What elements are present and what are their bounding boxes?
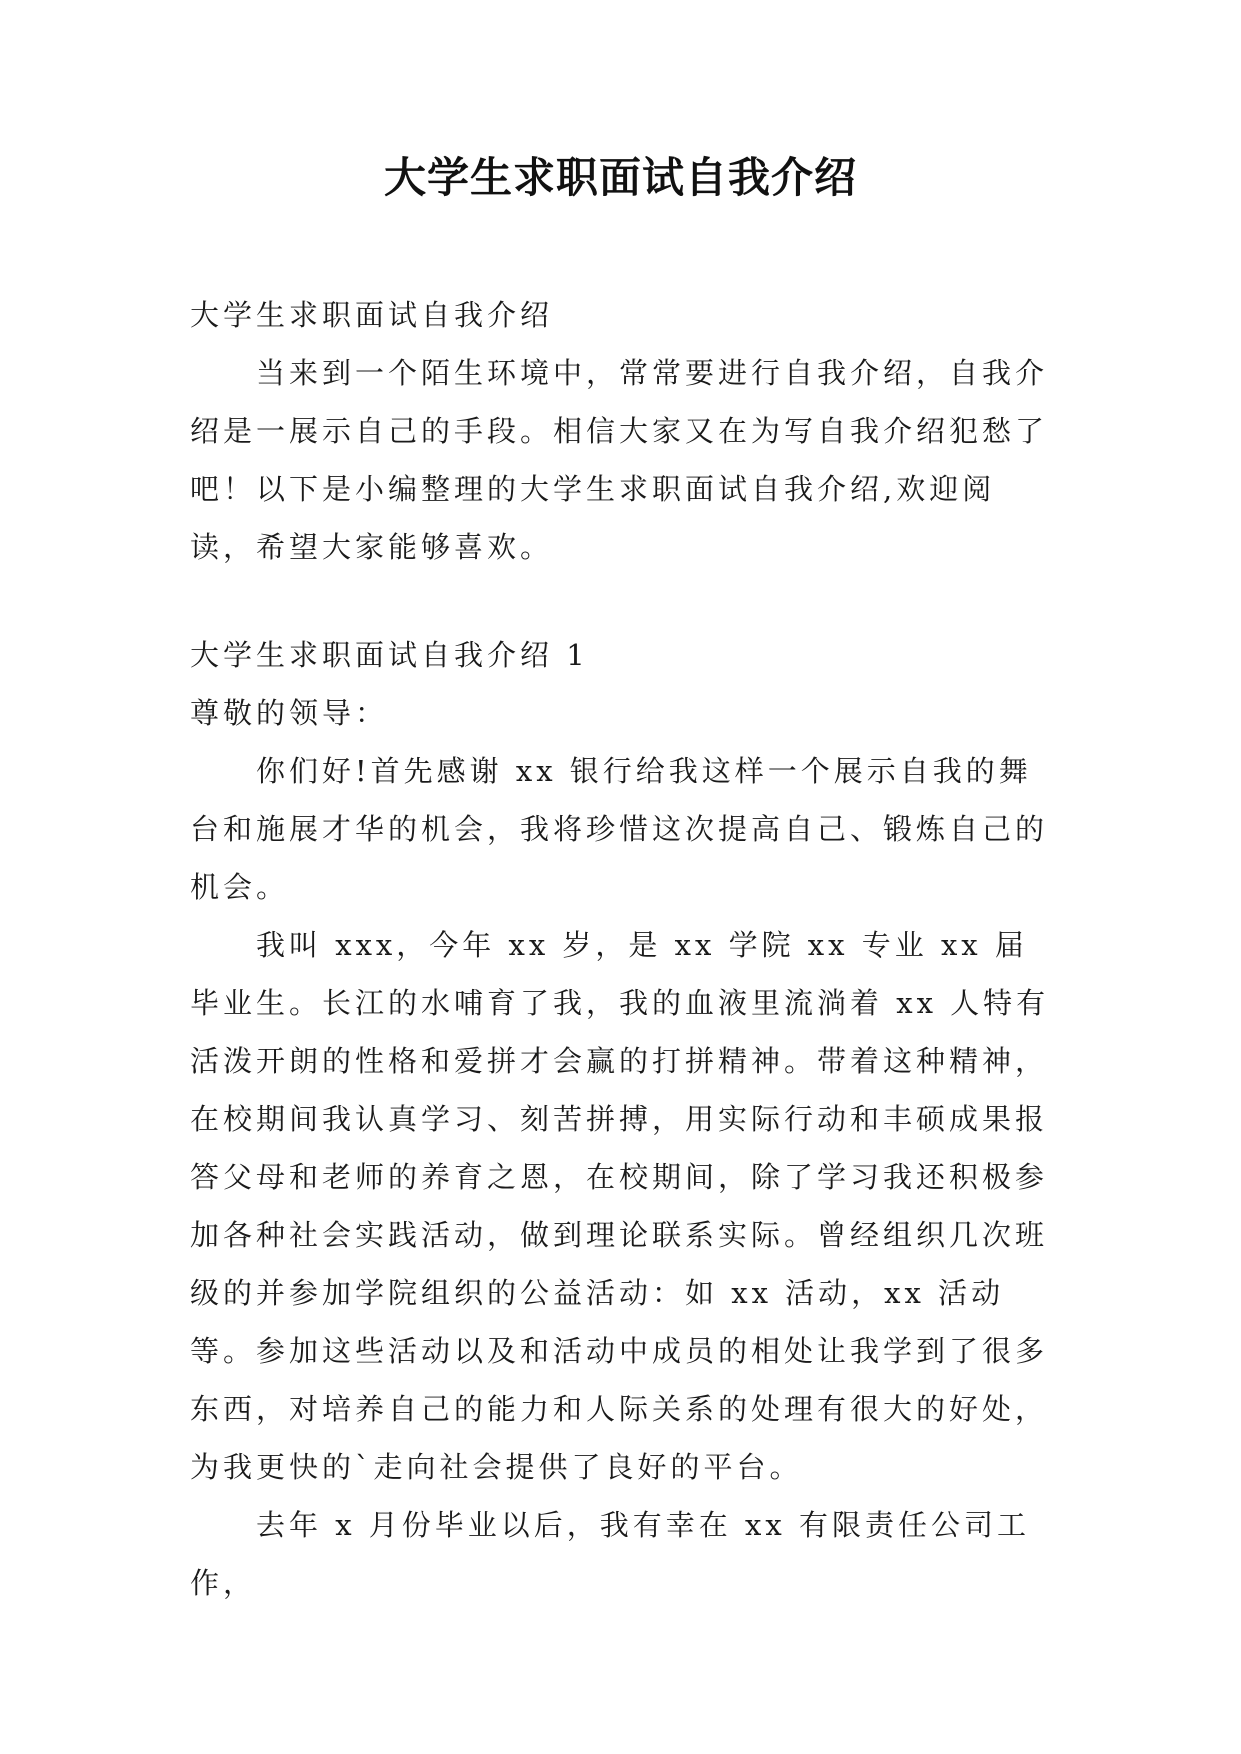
body-paragraph: 我叫 xxx，今年 xx 岁，是 xx 学院 xx 专业 xx 届毕业生。长江的水哺育了我，我的血液里流淌着 xx 人特有活泼开朗的性格和爱拼才会赢的打拼精神。带着这种精神，在校期间我认真学习、刻苦拼搏，用实际行动和丰硕成果报答父母和老师的养育之恩，在校期间，除了学习我还积极参加各种社会实践活动，做到理论联系实际。曾经组织几次班级的并参加学院组织的公益活动：如 xx 活动，xx 活动等。参加这些活动以及和活动中成员的相处让我学到了很多东西，对培养自己的能力和人际关系的处理有很大的好处，为我更快的`走向社会提供了良好的平台。	[190, 928, 1050, 1484]
section-heading: 大学生求职面试自我介绍 1	[190, 638, 589, 672]
salutation: 尊敬的领导：	[190, 696, 389, 730]
document-subtitle: 大学生求职面试自我介绍	[190, 298, 554, 332]
document-body	[190, 286, 1050, 1612]
section-spacer	[190, 576, 1050, 626]
body-paragraph: 你们好!首先感谢 xx 银行给我这样一个展示自我的舞台和施展才华的机会，我将珍惜这次提高自己、锻炼自己的机会。	[190, 754, 1049, 904]
body-paragraph: 去年 x 月份毕业以后，我有幸在 xx 有限责任公司工作，	[190, 1508, 1030, 1600]
intro-paragraph: 当来到一个陌生环境中，常常要进行自我介绍，自我介绍是一展示自己的手段。相信大家又在为写自我介绍犯愁了吧！以下是小编整理的大学生求职面试自我介绍,欢迎阅读，希望大家能够喜欢。	[190, 356, 1049, 564]
document-title: 大学生求职面试自我介绍	[383, 153, 857, 202]
